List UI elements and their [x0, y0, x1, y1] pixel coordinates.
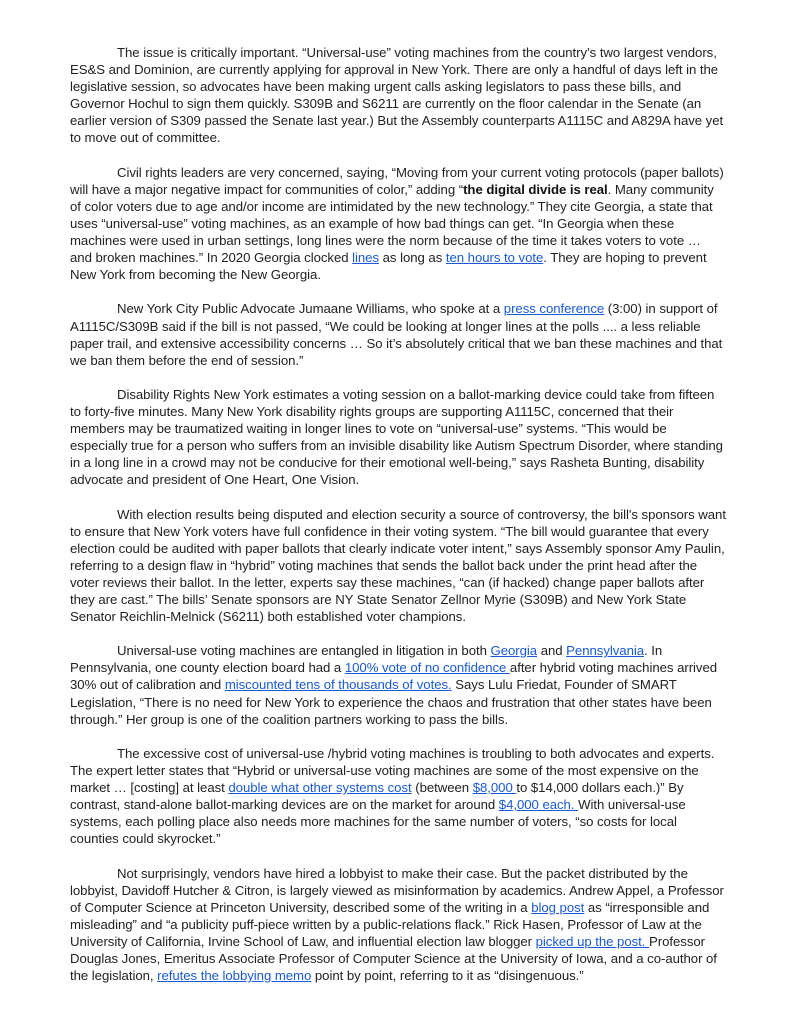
link-lines[interactable]: lines [352, 250, 380, 266]
text-run: to $14,000 dollars each.)” By contrast, stand-alone ballot-marking devices are on the market for around [70, 780, 684, 813]
text-run: Disability Rights New York estimates a voting session on a ballot-marking device could take from fifteen to forty-five minutes. Many New York disability rights groups are supporting A1115C, concerned that their members may be traumatized waiting in longer lines to vote on “universal-use” systems. “This would be especially true for a person who suffers from an invisible disability like Autism Spectrum Disorder, where standing in a long line in a crowd may not be conducive for their emotional well-being,” says Rasheta Bunting, disability advocate and president of One Heart, One Vision. [70, 386, 723, 488]
text-run: Professor Douglas Jones, Emeritus Associate Professor of Computer Science at the University of Iowa, and a co-author of the legislation, [70, 933, 717, 984]
text-run: Civil rights leaders are very concerned, saying, “Moving from your current voting protocols (paper ballots) will have a major negative impact for communities of color,” adding “ [70, 164, 724, 197]
link-blog-post[interactable]: blog post [531, 899, 585, 915]
text-run: . In Pennsylvania, one county election board had a [70, 643, 663, 676]
text-run: as long as [379, 250, 446, 266]
paragraph [70, 300, 726, 368]
link-georgia[interactable]: Georgia [490, 643, 538, 659]
link-pennsylvania[interactable]: Pennsylvania [566, 643, 645, 659]
paragraph [70, 642, 726, 727]
link-miscounted-votes[interactable]: miscounted tens of thousands of votes. [224, 677, 452, 693]
link-press-conference[interactable]: press conference [503, 301, 605, 317]
text-run: point by point, referring to it as “disingenuous.” [311, 968, 584, 984]
link-4000-each[interactable]: $4,000 each. [498, 797, 579, 813]
paragraph [70, 745, 726, 848]
text-run: . Many community of color voters due to age and/or income are intimidated by the new technology.” They cite Georgia, a state that uses “universal-use” voting machines, as an example of how bad things can get. “In Georgia when these machines were used in urban settings, long lines were the norm because of the time it takes voters to vote … and broken machines.” In 2020 Georgia clocked [70, 181, 714, 266]
paragraph [70, 506, 726, 626]
link-picked-up-the-post[interactable]: picked up the post. [535, 933, 650, 949]
text-run: Not surprisingly, vendors have hired a lobbyist to make their case. But the packet distributed by the lobbyist, Davidoff Hutcher & Citron, is largely viewed as misinformation by academics. Andrew Appel, a Professor of Computer Science at Princeton University, described some of the writing in a [70, 865, 724, 915]
paragraph [70, 865, 726, 985]
link-vote-of-no-confidence[interactable]: 100% vote of no confidence [344, 660, 510, 676]
text-run: (3:00) in support of A1115C/S309B said if the bill is not passed, “We could be looking at longer lines at the polls .... a less reliable paper trail, and extensive accessibility concerns … So it’s absolutely critical that we ban these machines and that we ban them before the end of session.” [70, 301, 723, 368]
text-run: . They are hoping to prevent New York from becoming the New Georgia. [70, 250, 707, 283]
text-run: after hybrid voting machines arrived 30% out of calibration and [70, 660, 718, 693]
link-double-what-other-systems-cost[interactable]: double what other systems cost [228, 780, 412, 796]
document-body [70, 44, 726, 1001]
link-refutes-the-lobbying-memo[interactable]: refutes the lobbying memo [157, 968, 312, 984]
text-run: Says Lulu Friedat, Founder of SMART Legislation, “There is no need for New York to experience the chaos and frustration that other states have been through.” Her group is one of the coalition partners working to pass the bills. [70, 677, 712, 727]
text-run: and [537, 643, 567, 659]
text-run: The excessive cost of universal-use /hybrid voting machines is troubling to both advocates and experts. The expert letter states that “Hybrid or universal-use voting machines are some of the most expensive on the market … [costing] at least [70, 745, 715, 796]
bold-emphasis: the digital divide is real [463, 181, 608, 197]
text-run: With election results being disputed and election security a source of controversy, the bill's sponsors want to ensure that New York voters have full confidence in their voting system. “The bill would guarantee that every election could be audited with paper ballots that clearly indicate voter intent,” says Assembly sponsor Amy Paulin, referring to a design flaw in “hybrid” voting machines that sends the ballot back under the print head after the voter reviews their ballot. In the letter, experts say these machines, “can (if hacked) change paper ballots after they are cast.” The bills’ Senate sponsors are NY State Senator Zellnor Myrie (S309B) and New York State Senator Reichlin-Melnick (S6211) both established voter champions. [70, 506, 726, 625]
text-run: Universal-use voting machines are entangled in litigation in both [117, 643, 491, 659]
text-run: With universal-use systems, each polling place also needs more machines for the same number of voters, “so costs for local counties could skyrocket.” [70, 797, 686, 847]
text-run: (between [411, 780, 473, 796]
text-run: as “irresponsible and misleading” and “a publicity puff-piece written by a public-relations flack.” Rick Hasen, Professor of Law at the University of California, Irvine School of Law, and influential election law blogger [70, 899, 710, 949]
link-8000[interactable]: $8,000 [472, 780, 517, 796]
paragraph [70, 386, 726, 489]
link-ten-hours-to-vote[interactable]: ten hours to vote [445, 250, 544, 266]
text-run: New York City Public Advocate Jumaane Williams, who spoke at a [117, 301, 504, 317]
text-run: The issue is critically important. “Universal-use” voting machines from the country’s two largest vendors, ES&S and Dominion, are currently applying for approval in New York. There are only a handful of days left in the legislative session, so advocates have been making urgent calls asking legislators to pass these bills, and Governor Hochul to sign them quickly. S309B and S6211 are currently on the floor calendar in the Senate (an earlier version of S309 passed the Senate last year.) But the Assembly counterparts A1115C and A829A have yet to move out of committee. [70, 45, 724, 146]
paragraph [70, 164, 726, 284]
paragraph [70, 44, 726, 147]
